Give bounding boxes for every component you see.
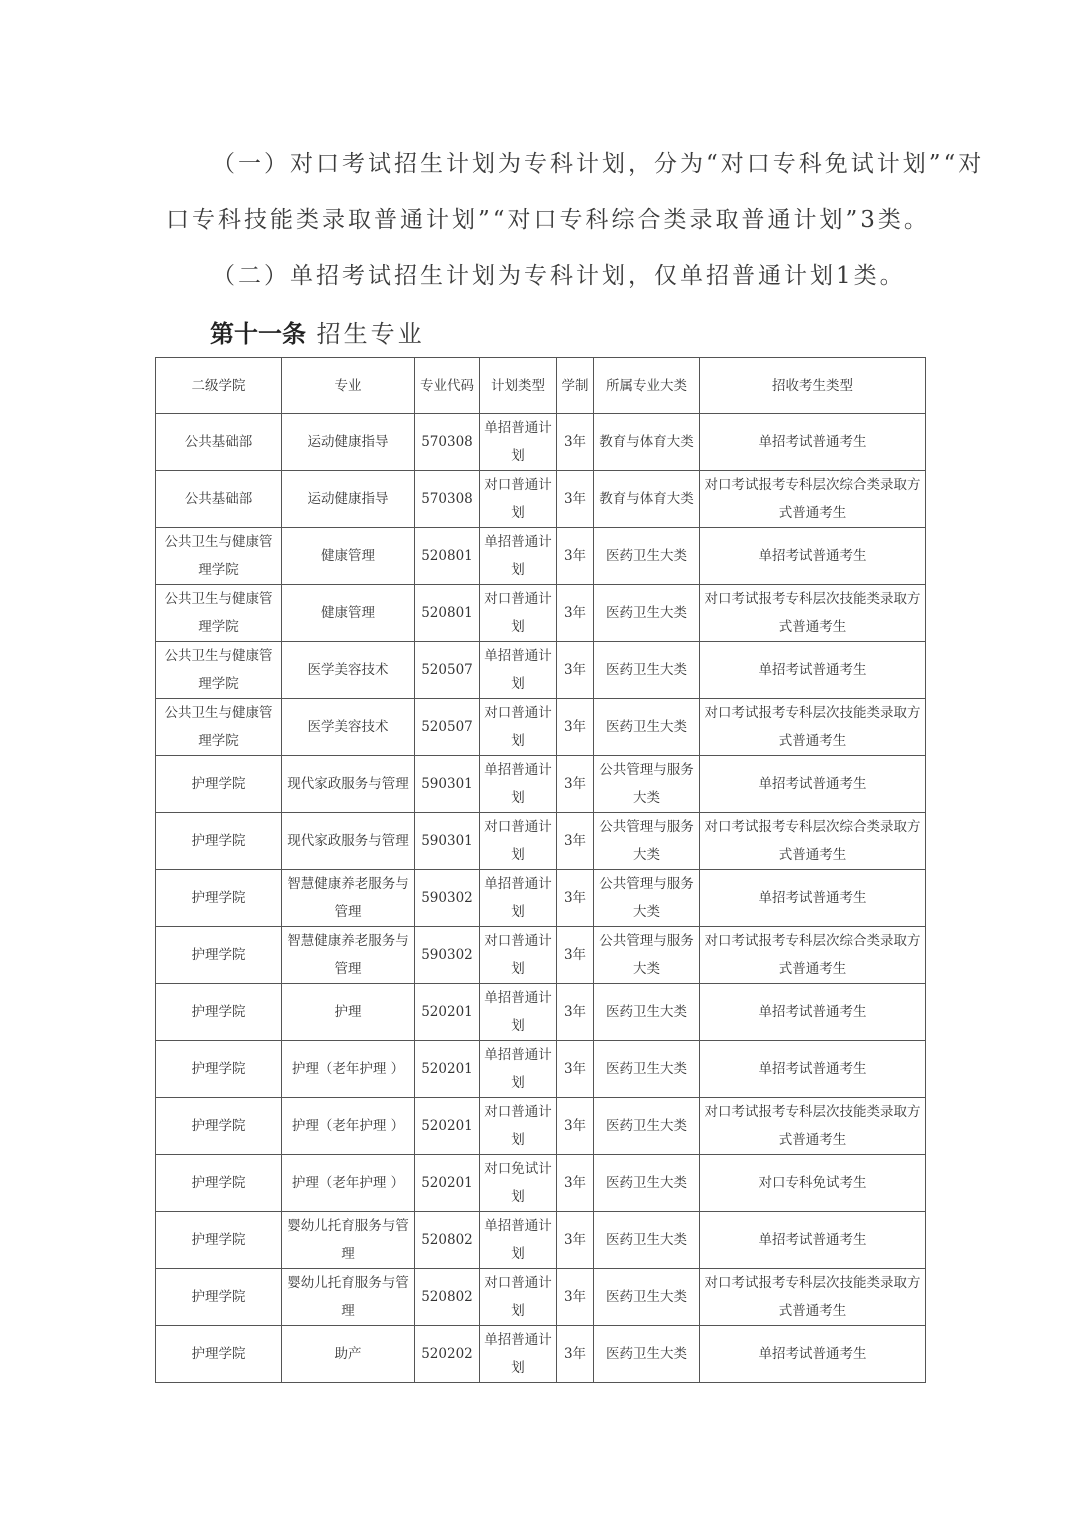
cell-college: 护理学院 bbox=[156, 1269, 282, 1326]
cell-college: 护理学院 bbox=[156, 1155, 282, 1212]
cell-candidate-type: 单招考试普通考生 bbox=[700, 528, 926, 585]
cell-major-code: 520801 bbox=[415, 528, 480, 585]
cell-plan-type: 对口普通计划 bbox=[480, 1269, 557, 1326]
table-row bbox=[156, 1326, 926, 1383]
table-row bbox=[156, 1041, 926, 1098]
table-row bbox=[156, 642, 926, 699]
cell-major-code: 520201 bbox=[415, 1155, 480, 1212]
cell-plan-type: 对口普通计划 bbox=[480, 699, 557, 756]
cell-category: 医药卫生大类 bbox=[594, 1041, 700, 1098]
cell-category: 公共管理与服务大类 bbox=[594, 813, 700, 870]
cell-college: 护理学院 bbox=[156, 927, 282, 984]
cell-plan-type: 对口普通计划 bbox=[480, 585, 557, 642]
table-row bbox=[156, 984, 926, 1041]
cell-college: 护理学院 bbox=[156, 870, 282, 927]
table-row bbox=[156, 870, 926, 927]
cell-duration: 3年 bbox=[557, 642, 594, 699]
cell-candidate-type: 对口考试报考专科层次技能类录取方式普通考生 bbox=[700, 585, 926, 642]
cell-major: 护理 bbox=[282, 984, 415, 1041]
cell-plan-type: 单招普通计划 bbox=[480, 870, 557, 927]
article-number: 第十一条 bbox=[210, 319, 306, 348]
cell-duration: 3年 bbox=[557, 870, 594, 927]
table-row bbox=[156, 414, 926, 471]
cell-college: 护理学院 bbox=[156, 1326, 282, 1383]
cell-category: 公共管理与服务大类 bbox=[594, 927, 700, 984]
cell-duration: 3年 bbox=[557, 471, 594, 528]
cell-major-code: 570308 bbox=[415, 471, 480, 528]
cell-candidate-type: 单招考试普通考生 bbox=[700, 642, 926, 699]
cell-duration: 3年 bbox=[557, 414, 594, 471]
cell-category: 医药卫生大类 bbox=[594, 1326, 700, 1383]
cell-plan-type: 单招普通计划 bbox=[480, 1212, 557, 1269]
cell-major: 现代家政服务与管理 bbox=[282, 813, 415, 870]
cell-college: 公共卫生与健康管理学院 bbox=[156, 585, 282, 642]
cell-plan-type: 单招普通计划 bbox=[480, 642, 557, 699]
cell-major: 现代家政服务与管理 bbox=[282, 756, 415, 813]
table-row bbox=[156, 1212, 926, 1269]
cell-major-code: 590301 bbox=[415, 756, 480, 813]
header-major-code: 专业代码 bbox=[415, 358, 480, 414]
cell-duration: 3年 bbox=[557, 528, 594, 585]
table-row bbox=[156, 1269, 926, 1326]
article-heading bbox=[210, 314, 425, 349]
table-row bbox=[156, 927, 926, 984]
cell-plan-type: 对口免试计划 bbox=[480, 1155, 557, 1212]
table-row bbox=[156, 699, 926, 756]
article-title: 招生专业 bbox=[306, 320, 425, 348]
cell-duration: 3年 bbox=[557, 813, 594, 870]
header-category: 所属专业大类 bbox=[594, 358, 700, 414]
cell-major: 护理（老年护理 ） bbox=[282, 1041, 415, 1098]
cell-major-code: 520802 bbox=[415, 1212, 480, 1269]
cell-major-code: 520801 bbox=[415, 585, 480, 642]
cell-duration: 3年 bbox=[557, 1269, 594, 1326]
cell-major: 医学美容技术 bbox=[282, 642, 415, 699]
cell-major-code: 520802 bbox=[415, 1269, 480, 1326]
cell-candidate-type: 单招考试普通考生 bbox=[700, 414, 926, 471]
cell-college: 公共基础部 bbox=[156, 471, 282, 528]
table-row bbox=[156, 471, 926, 528]
cell-category: 医药卫生大类 bbox=[594, 1098, 700, 1155]
cell-candidate-type: 单招考试普通考生 bbox=[700, 756, 926, 813]
cell-category: 教育与体育大类 bbox=[594, 414, 700, 471]
cell-duration: 3年 bbox=[557, 756, 594, 813]
cell-category: 医药卫生大类 bbox=[594, 528, 700, 585]
paragraph-2: （二）单招考试招生计划为专科计划，仅单招普通计划1类。 bbox=[212, 263, 906, 289]
table-row bbox=[156, 756, 926, 813]
cell-major-code: 520201 bbox=[415, 1098, 480, 1155]
cell-major-code: 520201 bbox=[415, 1041, 480, 1098]
cell-duration: 3年 bbox=[557, 1098, 594, 1155]
cell-candidate-type: 对口考试报考专科层次综合类录取方式普通考生 bbox=[700, 471, 926, 528]
cell-plan-type: 对口普通计划 bbox=[480, 471, 557, 528]
cell-college: 护理学院 bbox=[156, 756, 282, 813]
cell-category: 医药卫生大类 bbox=[594, 1212, 700, 1269]
cell-candidate-type: 对口专科免试考生 bbox=[700, 1155, 926, 1212]
cell-plan-type: 单招普通计划 bbox=[480, 756, 557, 813]
table-row bbox=[156, 528, 926, 585]
cell-college: 公共基础部 bbox=[156, 414, 282, 471]
header-candidate-type: 招收考生类型 bbox=[700, 358, 926, 414]
table-row bbox=[156, 1155, 926, 1212]
cell-duration: 3年 bbox=[557, 1155, 594, 1212]
cell-major: 运动健康指导 bbox=[282, 414, 415, 471]
cell-candidate-type: 单招考试普通考生 bbox=[700, 984, 926, 1041]
cell-plan-type: 单招普通计划 bbox=[480, 1041, 557, 1098]
cell-major: 婴幼儿托育服务与管理 bbox=[282, 1212, 415, 1269]
cell-major-code: 590302 bbox=[415, 927, 480, 984]
cell-major: 运动健康指导 bbox=[282, 471, 415, 528]
cell-college: 护理学院 bbox=[156, 1041, 282, 1098]
cell-major: 助产 bbox=[282, 1326, 415, 1383]
cell-college: 公共卫生与健康管理学院 bbox=[156, 642, 282, 699]
cell-duration: 3年 bbox=[557, 984, 594, 1041]
cell-major: 医学美容技术 bbox=[282, 699, 415, 756]
cell-duration: 3年 bbox=[557, 1041, 594, 1098]
cell-college: 护理学院 bbox=[156, 813, 282, 870]
cell-plan-type: 单招普通计划 bbox=[480, 984, 557, 1041]
header-college: 二级学院 bbox=[156, 358, 282, 414]
cell-major: 智慧健康养老服务与管理 bbox=[282, 927, 415, 984]
cell-major: 智慧健康养老服务与管理 bbox=[282, 870, 415, 927]
majors-table bbox=[155, 357, 926, 1383]
cell-major-code: 590301 bbox=[415, 813, 480, 870]
cell-major: 健康管理 bbox=[282, 585, 415, 642]
table-row bbox=[156, 585, 926, 642]
cell-plan-type: 单招普通计划 bbox=[480, 414, 557, 471]
cell-candidate-type: 单招考试普通考生 bbox=[700, 1041, 926, 1098]
cell-major-code: 590302 bbox=[415, 870, 480, 927]
table-row bbox=[156, 1098, 926, 1155]
cell-category: 医药卫生大类 bbox=[594, 585, 700, 642]
cell-college: 护理学院 bbox=[156, 1212, 282, 1269]
cell-plan-type: 对口普通计划 bbox=[480, 927, 557, 984]
cell-category: 医药卫生大类 bbox=[594, 642, 700, 699]
table-header-row bbox=[156, 358, 926, 414]
cell-plan-type: 对口普通计划 bbox=[480, 813, 557, 870]
cell-category: 公共管理与服务大类 bbox=[594, 756, 700, 813]
cell-major-code: 570308 bbox=[415, 414, 480, 471]
cell-candidate-type: 对口考试报考专科层次综合类录取方式普通考生 bbox=[700, 813, 926, 870]
cell-candidate-type: 对口考试报考专科层次技能类录取方式普通考生 bbox=[700, 1269, 926, 1326]
header-duration: 学制 bbox=[557, 358, 594, 414]
cell-duration: 3年 bbox=[557, 1326, 594, 1383]
cell-plan-type: 单招普通计划 bbox=[480, 528, 557, 585]
cell-major-code: 520201 bbox=[415, 984, 480, 1041]
cell-category: 教育与体育大类 bbox=[594, 471, 700, 528]
cell-candidate-type: 对口考试报考专科层次综合类录取方式普通考生 bbox=[700, 927, 926, 984]
cell-college: 护理学院 bbox=[156, 984, 282, 1041]
table-row bbox=[156, 813, 926, 870]
cell-major-code: 520507 bbox=[415, 699, 480, 756]
cell-category: 医药卫生大类 bbox=[594, 1269, 700, 1326]
cell-plan-type: 单招普通计划 bbox=[480, 1326, 557, 1383]
cell-category: 医药卫生大类 bbox=[594, 699, 700, 756]
cell-duration: 3年 bbox=[557, 1212, 594, 1269]
paragraph-1-line-1: （一）对口考试招生计划为专科计划，分为“对口专科免试计划”“对 bbox=[212, 151, 985, 177]
cell-category: 医药卫生大类 bbox=[594, 1155, 700, 1212]
cell-candidate-type: 对口考试报考专科层次技能类录取方式普通考生 bbox=[700, 699, 926, 756]
cell-candidate-type: 单招考试普通考生 bbox=[700, 1212, 926, 1269]
paragraph-1-line-2: 口专科技能类录取普通计划”“对口专科综合类录取普通计划”3类。 bbox=[166, 207, 930, 233]
cell-candidate-type: 单招考试普通考生 bbox=[700, 1326, 926, 1383]
cell-major: 婴幼儿托育服务与管理 bbox=[282, 1269, 415, 1326]
cell-candidate-type: 对口考试报考专科层次技能类录取方式普通考生 bbox=[700, 1098, 926, 1155]
cell-college: 公共卫生与健康管理学院 bbox=[156, 699, 282, 756]
cell-college: 公共卫生与健康管理学院 bbox=[156, 528, 282, 585]
cell-duration: 3年 bbox=[557, 699, 594, 756]
majors-table-body bbox=[156, 358, 926, 1383]
cell-candidate-type: 单招考试普通考生 bbox=[700, 870, 926, 927]
header-major: 专业 bbox=[282, 358, 415, 414]
cell-duration: 3年 bbox=[557, 585, 594, 642]
cell-major-code: 520507 bbox=[415, 642, 480, 699]
cell-category: 医药卫生大类 bbox=[594, 984, 700, 1041]
cell-duration: 3年 bbox=[557, 927, 594, 984]
header-plan-type: 计划类型 bbox=[480, 358, 557, 414]
cell-college: 护理学院 bbox=[156, 1098, 282, 1155]
cell-plan-type: 对口普通计划 bbox=[480, 1098, 557, 1155]
cell-major: 护理（老年护理 ） bbox=[282, 1155, 415, 1212]
cell-category: 公共管理与服务大类 bbox=[594, 870, 700, 927]
cell-major: 护理（老年护理 ） bbox=[282, 1098, 415, 1155]
cell-major-code: 520202 bbox=[415, 1326, 480, 1383]
cell-major: 健康管理 bbox=[282, 528, 415, 585]
